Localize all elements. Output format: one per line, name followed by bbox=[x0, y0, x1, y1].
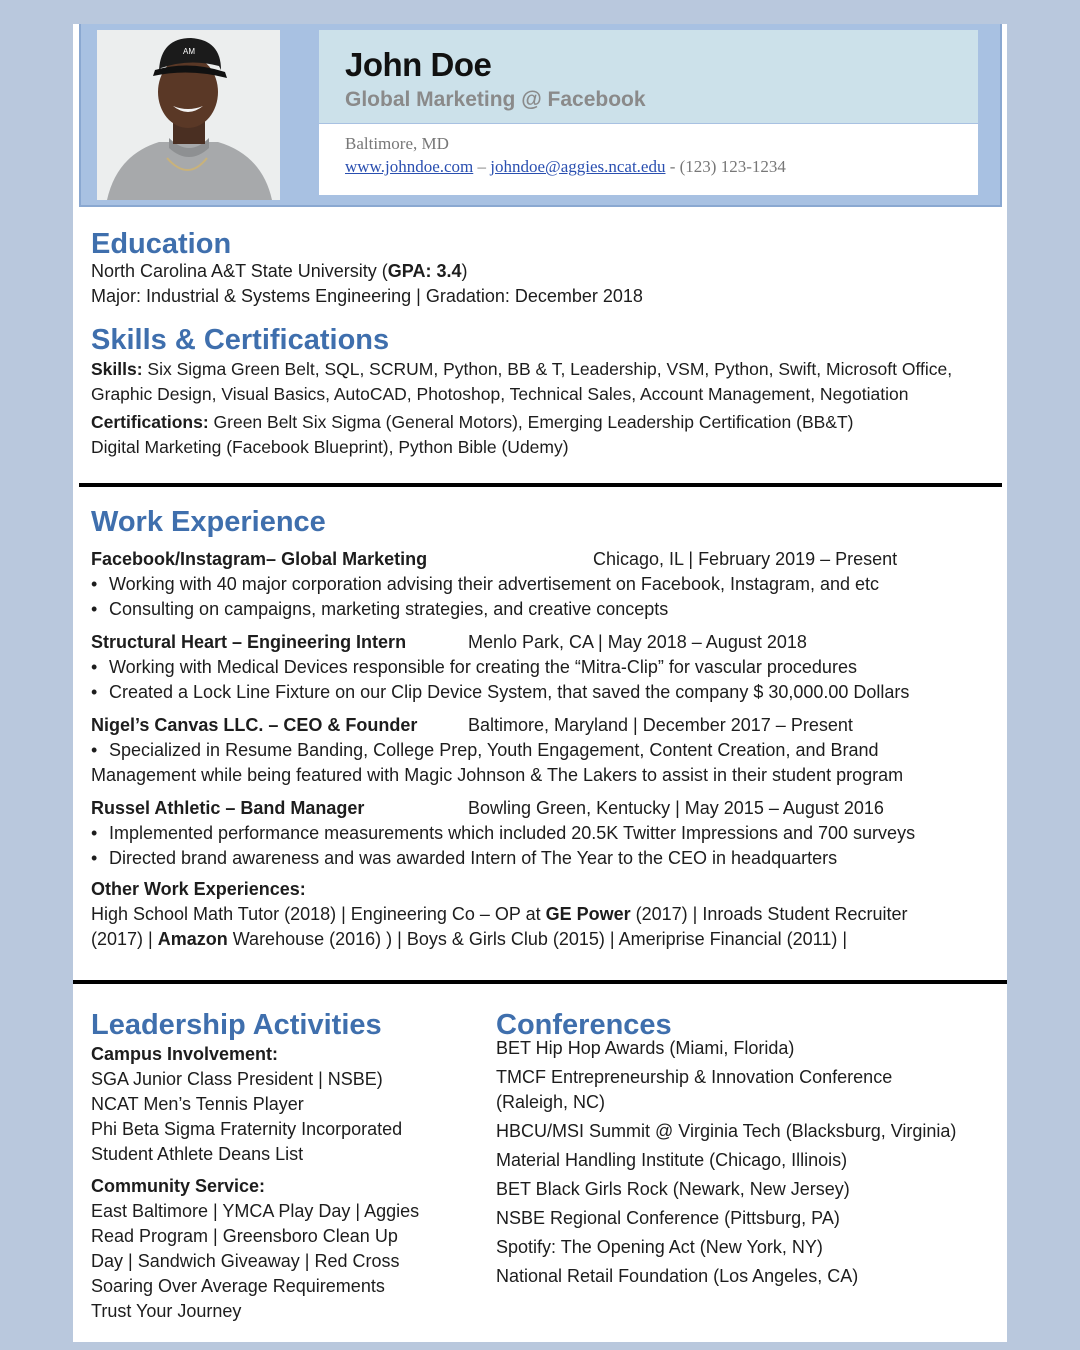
website-link[interactable]: www.johndoe.com bbox=[345, 157, 474, 176]
job-bullet: • Specialized in Resume Banding, College Prep, Youth Engagement, Content Creation, and Brand bbox=[91, 738, 991, 763]
contact-panel bbox=[319, 124, 978, 195]
job-entry bbox=[91, 630, 991, 705]
job-bullet-continuation: Management while being featured with Magic Johnson & The Lakers to assist in their student program bbox=[91, 765, 904, 785]
conference-item: NSBE Regional Conference (Pittsburg, PA) bbox=[496, 1208, 840, 1228]
education-heading: Education bbox=[91, 228, 232, 260]
work-section bbox=[91, 506, 991, 952]
conference-item: BET Black Girls Rock (Newark, New Jersey) bbox=[496, 1179, 850, 1199]
conference-item: TMCF Entrepreneurship & Innovation Conference bbox=[496, 1067, 893, 1087]
conference-item: BET Hip Hop Awards (Miami, Florida) bbox=[496, 1038, 795, 1058]
list-item: NCAT Men’s Tennis Player bbox=[91, 1094, 304, 1114]
job-bullet: • Working with Medical Devices responsible for creating the “Mitra-Clip” for vascular procedures bbox=[91, 655, 991, 680]
cert-line-1 bbox=[91, 410, 952, 435]
leadership-section bbox=[91, 1009, 481, 1324]
conference-item: Material Handling Institute (Chicago, Illinois) bbox=[496, 1150, 848, 1170]
job-location: Chicago, IL | February 2019 – Present bbox=[593, 549, 898, 569]
job-entry bbox=[91, 547, 991, 622]
education-school bbox=[91, 259, 643, 284]
campus-label: Campus Involvement: bbox=[91, 1044, 279, 1064]
email-link[interactable]: johndoe@aggies.ncat.edu bbox=[490, 157, 666, 176]
other-text: (2017) | bbox=[91, 929, 158, 949]
job-location: Baltimore, Maryland | December 2017 – Present bbox=[468, 715, 853, 735]
education-section bbox=[91, 228, 643, 309]
skills-label: Skills: bbox=[91, 359, 143, 379]
svg-text:AM: AM bbox=[183, 47, 195, 56]
skills-heading: Skills & Certifications bbox=[91, 324, 390, 356]
conference-item: (Raleigh, NC) bbox=[496, 1092, 606, 1112]
conference-item: National Retail Foundation (Los Angeles, CA) bbox=[496, 1266, 859, 1286]
contact-phone: - (123) 123-1234 bbox=[665, 157, 786, 176]
job-bullet: • Directed brand awareness and was awarded Intern of The Year to the CEO in headquarters bbox=[91, 846, 991, 871]
list-item: East Baltimore | YMCA Play Day | Aggies bbox=[91, 1201, 420, 1221]
other-employer-bold: Amazon bbox=[157, 929, 228, 949]
section-divider bbox=[79, 483, 1002, 487]
list-item: Student Athlete Deans List bbox=[91, 1144, 304, 1164]
profile-photo bbox=[97, 30, 280, 200]
job-location: Menlo Park, CA | May 2018 – August 2018 bbox=[468, 632, 807, 652]
cert-line-2: Digital Marketing (Facebook Blueprint), Python Bible (Udemy) bbox=[91, 437, 569, 457]
leadership-heading: Leadership Activities bbox=[91, 1009, 382, 1041]
list-item: Read Program | Greensboro Clean Up bbox=[91, 1226, 398, 1246]
conference-item: Spotify: The Opening Act (New York, NY) bbox=[496, 1237, 823, 1257]
contact-city: Baltimore, MD bbox=[345, 134, 449, 153]
conferences-heading: Conferences bbox=[496, 1009, 672, 1041]
job-title: Nigel’s Canvas LLC. – CEO & Founder bbox=[91, 715, 418, 735]
other-work-line-2 bbox=[91, 927, 991, 952]
community-label: Community Service: bbox=[91, 1176, 266, 1196]
cert-label: Certifications: bbox=[91, 412, 209, 432]
job-title: Facebook/Instagram– Global Marketing bbox=[91, 549, 428, 569]
candidate-tagline: Global Marketing @ Facebook bbox=[345, 88, 646, 111]
list-item: Phi Beta Sigma Fraternity Incorporated bbox=[91, 1119, 403, 1139]
job-bullet: • Consulting on campaigns, marketing strategies, and creative concepts bbox=[91, 597, 991, 622]
conferences-section bbox=[496, 1009, 996, 1289]
job-title: Structural Heart – Engineering Intern bbox=[91, 632, 407, 652]
other-work bbox=[91, 877, 991, 952]
school-paren: ) bbox=[461, 261, 468, 281]
school-name: North Carolina A&T State University ( bbox=[91, 261, 388, 281]
job-bullet: • Working with 40 major corporation advising their advertisement on Facebook, Instagram, and etc bbox=[91, 572, 991, 597]
list-item: Trust Your Journey bbox=[91, 1301, 242, 1321]
job-bullet: • Created a Lock Line Fixture on our Clip Device System, that saved the company $ 30,000.00 Dollars bbox=[91, 680, 991, 705]
list-item: SGA Junior Class President | NSBE) bbox=[91, 1069, 383, 1089]
resume-header bbox=[79, 24, 1002, 207]
name-banner bbox=[319, 30, 978, 123]
section-divider bbox=[73, 980, 1007, 984]
other-work-label: Other Work Experiences: bbox=[91, 879, 306, 899]
skills-line-1 bbox=[91, 357, 952, 382]
other-text: Warehouse (2016) ) | Boys & Girls Club (2015) | Ameriprise Financial (2011) | bbox=[227, 929, 848, 949]
list-item: Soaring Over Average Requirements bbox=[91, 1276, 385, 1296]
cert-text-1: Green Belt Six Sigma (General Motors), Emerging Leadership Certification (BB&T) bbox=[208, 412, 854, 432]
job-entry bbox=[91, 796, 991, 871]
other-employer-bold: GE Power bbox=[545, 904, 631, 924]
skills-section bbox=[91, 324, 952, 460]
list-item: Day | Sandwich Giveaway | Red Cross bbox=[91, 1251, 400, 1271]
job-entry bbox=[91, 713, 991, 788]
gpa-value: GPA: 3.4 bbox=[387, 261, 462, 281]
conference-item: HBCU/MSI Summit @ Virginia Tech (Blacksburg, Virginia) bbox=[496, 1121, 957, 1141]
job-bullet: • Implemented performance measurements which included 20.5K Twitter Impressions and 700 surveys bbox=[91, 821, 991, 846]
other-text: High School Math Tutor (2018) | Engineering Co – OP at bbox=[91, 904, 546, 924]
other-text: (2017) | Inroads Student Recruiter bbox=[630, 904, 908, 924]
job-location: Bowling Green, Kentucky | May 2015 – August 2016 bbox=[468, 798, 884, 818]
job-title: Russel Athletic – Band Manager bbox=[91, 798, 365, 818]
candidate-name: John Doe bbox=[345, 46, 492, 83]
contact-links bbox=[345, 157, 786, 177]
profile-photo-image bbox=[97, 30, 280, 200]
skills-line-2: Graphic Design, Visual Basics, AutoCAD, Photoshop, Technical Sales, Account Management, Negotiation bbox=[91, 384, 909, 404]
education-major: Major: Industrial & Systems Engineering | Gradation: December 2018 bbox=[91, 286, 643, 306]
skills-text-1: Six Sigma Green Belt, SQL, SCRUM, Python, BB & T, Leadership, VSM, Python, Swift, Microsoft Office, bbox=[142, 359, 953, 379]
resume-page bbox=[73, 24, 1007, 1342]
work-heading: Work Experience bbox=[91, 506, 326, 538]
other-work-line-1 bbox=[91, 902, 991, 927]
contact-separator: – bbox=[473, 157, 491, 176]
